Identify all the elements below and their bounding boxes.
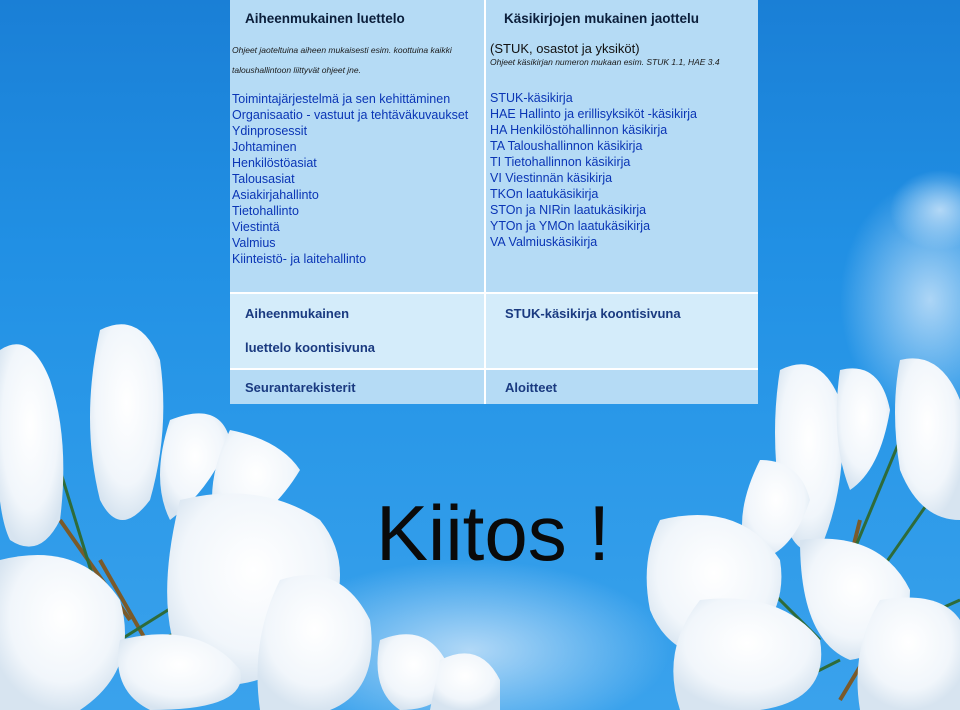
topic-link[interactable]: Talousasiat	[232, 172, 295, 186]
topic-link[interactable]: Asiakirjahallinto	[232, 188, 319, 202]
handbook-list	[490, 90, 697, 250]
topic-cell	[230, 0, 484, 292]
handbook-header: Käsikirjojen mukainen jaottelu	[504, 11, 700, 26]
topic-link[interactable]: Viestintä	[232, 220, 280, 234]
topic-summary-link-line-1[interactable]: Aiheenmukainen	[245, 306, 350, 321]
handbook-link[interactable]: VA Valmiuskäsikirja	[490, 235, 598, 249]
handbook-link[interactable]: TI Tietohallinnon käsikirja	[490, 155, 631, 169]
topic-summary-cell[interactable]	[230, 294, 484, 368]
topic-link[interactable]: Kiinteistö- ja laitehallinto	[232, 252, 367, 266]
topic-note-line-1: Ohjeet jaoteltuina aiheen mukaisesti esim. koottuina kaikki	[232, 45, 452, 55]
handbook-link[interactable]: HA Henkilöstöhallinnon käsikirja	[490, 123, 668, 137]
handbook-link[interactable]: HAE Hallinto ja erillisyksiköt -käsikirja	[490, 107, 697, 121]
tracking-registers-link[interactable]: Seurantarekisterit	[245, 380, 356, 395]
handbook-subtitle: (STUK, osastot ja yksiköt)	[490, 41, 640, 56]
topic-summary-link-line-2[interactable]: luettelo koontisivuna	[245, 340, 376, 355]
row-divider	[230, 292, 758, 294]
navigation-table	[230, 0, 758, 404]
topic-link[interactable]: Johtaminen	[232, 140, 297, 154]
handbook-link[interactable]: STOn ja NIRin laatukäsikirja	[490, 203, 647, 217]
column-divider	[484, 0, 486, 404]
handbook-summary-cell[interactable]	[486, 294, 758, 368]
topic-header: Aiheenmukainen luettelo	[245, 11, 405, 26]
topic-link[interactable]: Tietohallinto	[232, 204, 299, 218]
topic-note-line-2: taloushallintoon liittyvät ohjeet jne.	[232, 65, 361, 75]
tracking-registers-cell[interactable]	[230, 370, 484, 404]
row-divider	[230, 368, 758, 370]
handbook-link[interactable]: TKOn laatukäsikirja	[490, 187, 599, 201]
handbook-link[interactable]: TA Taloushallinnon käsikirja	[490, 139, 643, 153]
handbook-link[interactable]: VI Viestinnän käsikirja	[490, 171, 613, 185]
topic-link[interactable]: Valmius	[232, 236, 276, 250]
topic-list	[232, 91, 468, 267]
topic-link[interactable]: Organisaatio - vastuut ja tehtäväkuvaukset	[232, 108, 469, 122]
handbook-note: Ohjeet käsikirjan numeron mukaan esim. STUK 1.1, HAE 3.4	[490, 57, 720, 67]
handbook-summary-link[interactable]: STUK-käsikirja koontisivuna	[505, 306, 681, 321]
initiatives-link[interactable]: Aloitteet	[505, 380, 557, 395]
handbook-cell	[486, 0, 758, 292]
initiatives-cell[interactable]	[486, 370, 758, 404]
topic-link[interactable]: Toimintajärjestelmä ja sen kehittäminen	[232, 92, 451, 106]
handbook-link[interactable]: STUK-käsikirja	[490, 91, 573, 105]
thank-you-text: Kiitos !	[376, 489, 611, 577]
topic-link[interactable]: Ydinprosessit	[232, 124, 308, 138]
topic-link[interactable]: Henkilöstöasiat	[232, 156, 317, 170]
handbook-link[interactable]: YTOn ja YMOn laatukäsikirja	[490, 219, 651, 233]
